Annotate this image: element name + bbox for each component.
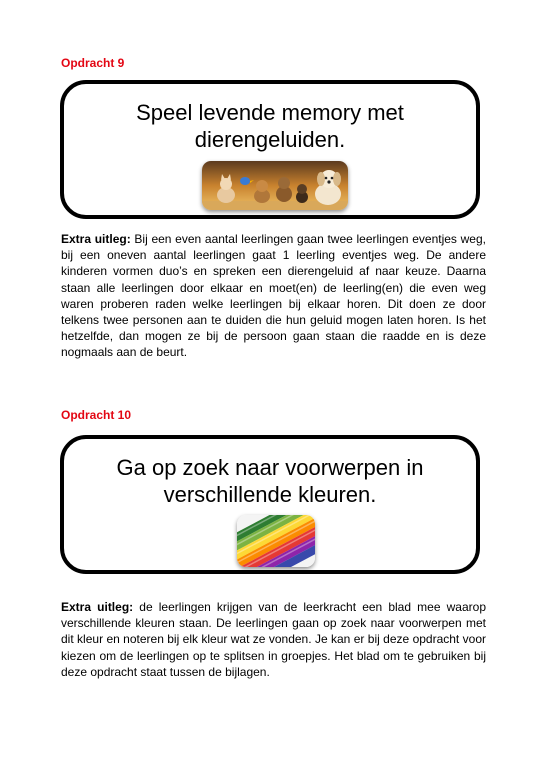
task-10-card-title-line1: Ga op zoek naar voorwerpen in xyxy=(116,455,424,480)
task-10-heading: Opdracht 10 xyxy=(61,408,132,422)
task-9-card-title-line2: dierengeluiden. xyxy=(194,127,346,152)
task-9-heading: Opdracht 9 xyxy=(61,56,125,70)
task-10-card-title-line2: verschillende kleuren. xyxy=(163,482,377,507)
task-9-card-title xyxy=(64,99,476,153)
task-9-explanation-label: Extra uitleg: xyxy=(61,232,131,246)
task-10-explanation-text: de leerlingen krijgen van de leerkracht een blad mee waarop verschillende kleuren staan. De leerlingen gaan op zoek naar voorwerpen met dit kleur en noteren bij elk kleur wat ze vonden. Je kan er bij deze opdracht voor kiezen om de leerlingen op te splitsen in groepjes. Het blad om te gebruiken bij deze opdracht staat tussen de bijlagen. xyxy=(61,600,486,679)
task-9-explanation-text: Bij een even aantal leerlingen gaan twee leerlingen eventjes weg, bij een oneven aantal leerlingen gaat 1 leerling eventjes weg. De andere kinderen vormen duo’s en spreken een dierengeluid af naar keuze. Daarna staan alle leerlingen door elkaar en moet(en) de leerling(en) die even weg waren proberen raden welke leerlingen bij elkaar horen. Dit doen ze door telkens twee personen aan te duiden die hun geluid mogen laten horen. Is het hetzelfde, dan mogen ze bij de persoon gaan staan die raadde en is deze nogmaals aan de beurt. xyxy=(61,232,486,360)
task-9-card xyxy=(60,80,480,219)
task-10-explanation xyxy=(61,599,486,680)
task-10-card xyxy=(60,435,480,574)
animals-picture-icon xyxy=(202,161,348,210)
task-9-card-title-line1: Speel levende memory met xyxy=(136,100,404,125)
task-9-explanation xyxy=(61,231,486,361)
colored-pencils-picture-icon xyxy=(237,515,315,567)
task-10-card-title xyxy=(64,454,476,508)
task-10-explanation-label: Extra uitleg: xyxy=(61,600,134,614)
